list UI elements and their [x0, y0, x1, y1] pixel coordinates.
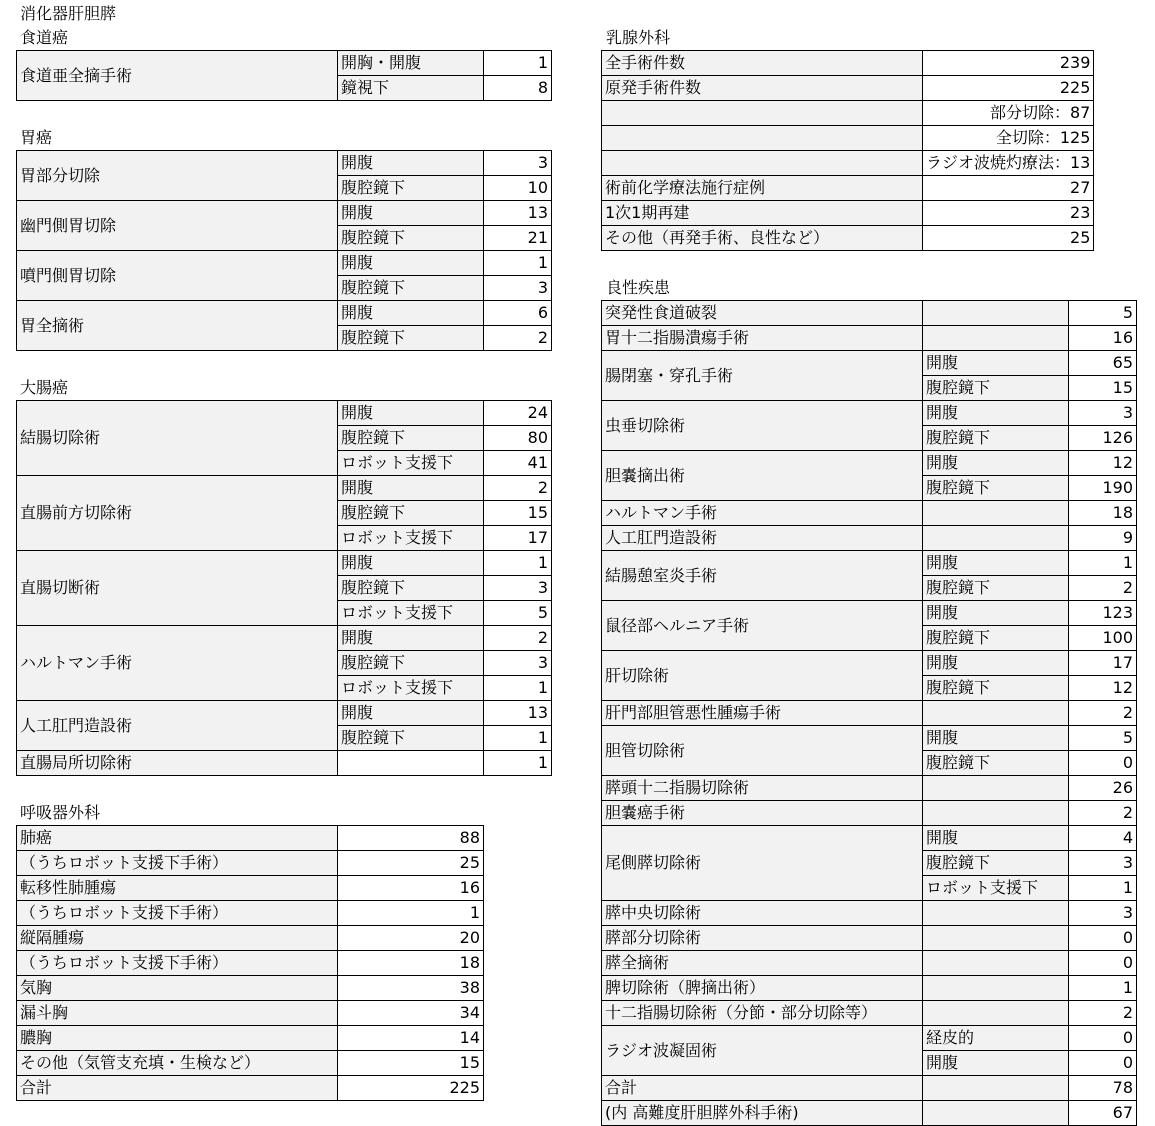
case-count: 5 [1069, 726, 1137, 751]
table-row [602, 501, 1137, 526]
procedure-name: 膵全摘術 [602, 951, 923, 976]
procedure-name: 脾切除術（脾摘出術） [602, 976, 923, 1001]
procedure-name: 肝門部胆管悪性腫瘍手術 [602, 701, 923, 726]
approach-label: ロボット支援下 [338, 451, 484, 476]
item-value: 1 [338, 901, 484, 926]
procedure-name: 直腸局所切除術 [17, 751, 338, 776]
table-row [602, 976, 1137, 1001]
item-name [602, 126, 923, 151]
table-row [602, 726, 1137, 751]
case-count: 0 [1069, 751, 1137, 776]
item-name: 全手術件数 [602, 51, 923, 76]
table-row [602, 101, 1094, 126]
case-count: 5 [484, 601, 552, 626]
item-value: 20 [338, 926, 484, 951]
table-row [602, 1076, 1137, 1101]
table-row [17, 1076, 484, 1101]
procedure-name: 人工肛門造設術 [602, 526, 923, 551]
case-count: 3 [1069, 401, 1137, 426]
procedure-name: 人工肛門造設術 [17, 701, 338, 751]
approach-label: ロボット支援下 [338, 676, 484, 701]
item-name: 1次1期再建 [602, 201, 923, 226]
case-count: 0 [1069, 1051, 1137, 1076]
table-row [602, 301, 1137, 326]
table-row [602, 1101, 1137, 1126]
procedure-name: ハルトマン手術 [602, 501, 923, 526]
case-count: 2 [1069, 1001, 1137, 1026]
approach-label: 開腹 [923, 1051, 1069, 1076]
case-count: 0 [1069, 1026, 1137, 1051]
table-row [602, 701, 1137, 726]
case-count: 15 [1069, 376, 1137, 401]
case-count: 1 [484, 551, 552, 576]
procedure-name: ハルトマン手術 [17, 626, 338, 701]
item-name: （うちロボット支援下手術） [17, 951, 338, 976]
case-count: 1 [1069, 976, 1137, 1001]
section-title-respiratory: 呼吸器外科 [20, 803, 101, 822]
item-name: その他（気管支充填・生検など） [17, 1051, 338, 1076]
item-name: 漏斗胸 [17, 1001, 338, 1026]
item-value: 27 [923, 176, 1094, 201]
item-value: ラジオ波焼灼療法：13 [923, 151, 1094, 176]
approach-label [338, 751, 484, 776]
section-title-colorectal: 大腸癌 [20, 378, 69, 397]
case-count: 21 [484, 226, 552, 251]
approach-label: 開腹 [338, 701, 484, 726]
case-count: 3 [484, 276, 552, 301]
table-row [602, 326, 1137, 351]
case-count: 3 [1069, 851, 1137, 876]
procedure-name: 胃十二指腸潰瘍手術 [602, 326, 923, 351]
colorectal-table [16, 400, 552, 776]
case-count: 9 [1069, 526, 1137, 551]
case-count: 67 [1069, 1101, 1137, 1126]
approach-label: 開腹 [338, 551, 484, 576]
table-row [602, 551, 1137, 576]
case-count: 2 [1069, 701, 1137, 726]
approach-label: 腹腔鏡下 [338, 276, 484, 301]
approach-label: 開腹 [338, 401, 484, 426]
case-count: 126 [1069, 426, 1137, 451]
procedure-name: 膵部分切除術 [602, 926, 923, 951]
procedure-name: 合計 [602, 1076, 923, 1101]
item-name: 術前化学療法施行症例 [602, 176, 923, 201]
case-count: 5 [1069, 301, 1137, 326]
table-row [602, 801, 1137, 826]
approach-label [923, 976, 1069, 1001]
table-row [17, 751, 552, 776]
case-count: 3 [484, 576, 552, 601]
case-count: 2 [484, 476, 552, 501]
item-name: 膿胸 [17, 1026, 338, 1051]
approach-label: 開腹 [338, 151, 484, 176]
table-row [602, 951, 1137, 976]
procedure-name: 膵頭十二指腸切除術 [602, 776, 923, 801]
table-row [602, 526, 1137, 551]
table-row [17, 401, 552, 426]
table-row [17, 876, 484, 901]
case-count: 15 [484, 501, 552, 526]
approach-label: 腹腔鏡下 [923, 426, 1069, 451]
item-value: 225 [923, 76, 1094, 101]
procedure-name: 鼠径部ヘルニア手術 [602, 601, 923, 651]
item-name: 合計 [17, 1076, 338, 1101]
item-name: 転移性肺腫瘍 [17, 876, 338, 901]
item-name: その他（再発手術、良性など） [602, 226, 923, 251]
case-count: 16 [1069, 326, 1137, 351]
procedure-name: 直腸切断術 [17, 551, 338, 626]
case-count: 12 [1069, 676, 1137, 701]
case-count: 4 [1069, 826, 1137, 851]
item-value: 225 [338, 1076, 484, 1101]
table-row [602, 351, 1137, 376]
case-count: 41 [484, 451, 552, 476]
case-count: 2 [484, 326, 552, 351]
case-count: 18 [1069, 501, 1137, 526]
procedure-name: 腸閉塞・穿孔手術 [602, 351, 923, 401]
table-row [602, 1026, 1137, 1051]
approach-label: 腹腔鏡下 [923, 576, 1069, 601]
table-row [602, 1001, 1137, 1026]
table-row [17, 901, 484, 926]
approach-label [923, 901, 1069, 926]
case-count: 6 [484, 301, 552, 326]
benign-table [601, 300, 1137, 1126]
table-row [602, 826, 1137, 851]
case-count: 24 [484, 401, 552, 426]
table-row [17, 851, 484, 876]
approach-label: 腹腔鏡下 [338, 176, 484, 201]
approach-label: 開腹 [923, 826, 1069, 851]
table-row [17, 476, 552, 501]
procedure-name: 噴門側胃切除 [17, 251, 338, 301]
table-row [17, 951, 484, 976]
approach-label: 腹腔鏡下 [338, 501, 484, 526]
approach-label: ロボット支援下 [338, 526, 484, 551]
item-value: 38 [338, 976, 484, 1001]
case-count: 100 [1069, 626, 1137, 651]
case-count: 3 [1069, 901, 1137, 926]
case-count: 0 [1069, 926, 1137, 951]
item-value: 15 [338, 1051, 484, 1076]
approach-label [923, 701, 1069, 726]
item-value: 88 [338, 826, 484, 851]
case-count: 2 [484, 626, 552, 651]
approach-label: 腹腔鏡下 [923, 851, 1069, 876]
procedure-name: ラジオ波凝固術 [602, 1026, 923, 1076]
item-name: 気胸 [17, 976, 338, 1001]
approach-label: 腹腔鏡下 [923, 376, 1069, 401]
approach-label [923, 1001, 1069, 1026]
table-row [17, 1001, 484, 1026]
approach-label [923, 951, 1069, 976]
table-row [602, 176, 1094, 201]
procedure-name: 胆嚢癌手術 [602, 801, 923, 826]
procedure-name: 尾側膵切除術 [602, 826, 923, 901]
table-row [602, 76, 1094, 101]
table-row [602, 151, 1094, 176]
procedure-name: 膵中央切除術 [602, 901, 923, 926]
approach-label: 腹腔鏡下 [923, 751, 1069, 776]
case-count: 1 [484, 676, 552, 701]
approach-label: 開腹 [338, 476, 484, 501]
table-row [602, 51, 1094, 76]
procedure-name: 直腸前方切除術 [17, 476, 338, 551]
approach-label: 腹腔鏡下 [923, 476, 1069, 501]
item-value: 239 [923, 51, 1094, 76]
approach-label: 開腹 [338, 301, 484, 326]
table-row [17, 551, 552, 576]
approach-label: 腹腔鏡下 [923, 626, 1069, 651]
respiratory-table [16, 825, 484, 1101]
case-count: 2 [1069, 576, 1137, 601]
approach-label: 開腹 [923, 451, 1069, 476]
case-count: 190 [1069, 476, 1137, 501]
item-name: 縦隔腫瘍 [17, 926, 338, 951]
item-name: 肺癌 [17, 826, 338, 851]
approach-label: 腹腔鏡下 [338, 651, 484, 676]
section-title-breast: 乳腺外科 [606, 28, 671, 47]
table-row [602, 226, 1094, 251]
procedure-name: 胃部分切除 [17, 151, 338, 201]
stomach-table [16, 150, 552, 351]
section-title-benign: 良性疾患 [606, 278, 671, 297]
table-row [17, 826, 484, 851]
case-count: 1 [484, 726, 552, 751]
case-count: 1 [484, 751, 552, 776]
approach-label [923, 1101, 1069, 1126]
approach-label: 開腹 [923, 401, 1069, 426]
table-row [17, 1026, 484, 1051]
table-row [17, 51, 552, 76]
case-count: 3 [484, 151, 552, 176]
case-count: 10 [484, 176, 552, 201]
table-row [17, 201, 552, 226]
approach-label [923, 501, 1069, 526]
approach-label: 開腹 [923, 351, 1069, 376]
table-row [602, 901, 1137, 926]
table-row [17, 151, 552, 176]
procedure-name: 肝切除術 [602, 651, 923, 701]
procedure-name: 食道亜全摘手術 [17, 51, 338, 101]
case-count: 1 [484, 51, 552, 76]
item-value: 16 [338, 876, 484, 901]
esophagus-table [16, 50, 552, 101]
case-count: 8 [484, 76, 552, 101]
table-row [602, 926, 1137, 951]
approach-label [923, 301, 1069, 326]
table-row [602, 126, 1094, 151]
table-row [17, 626, 552, 651]
approach-label: 腹腔鏡下 [338, 226, 484, 251]
item-name: （うちロボット支援下手術） [17, 851, 338, 876]
item-name: 原発手術件数 [602, 76, 923, 101]
case-count: 2 [1069, 801, 1137, 826]
item-name [602, 151, 923, 176]
section-title-esophagus: 食道癌 [20, 28, 69, 47]
section-title-stomach: 胃癌 [20, 128, 53, 147]
approach-label: 開腹 [338, 201, 484, 226]
approach-label: 開腹 [923, 726, 1069, 751]
approach-label [923, 776, 1069, 801]
procedure-name: 虫垂切除術 [602, 401, 923, 451]
procedure-name: (内 高難度肝胆膵外科手術) [602, 1101, 923, 1126]
procedure-name: 突発性食道破裂 [602, 301, 923, 326]
approach-label: ロボット支援下 [338, 601, 484, 626]
table-row [602, 201, 1094, 226]
item-value: 25 [923, 226, 1094, 251]
case-count: 17 [484, 526, 552, 551]
approach-label: 腹腔鏡下 [338, 726, 484, 751]
procedure-name: 結腸憩室炎手術 [602, 551, 923, 601]
approach-label: ロボット支援下 [923, 876, 1069, 901]
procedure-name: 幽門側胃切除 [17, 201, 338, 251]
procedure-name: 胆管切除術 [602, 726, 923, 776]
table-row [602, 601, 1137, 626]
item-name [602, 101, 923, 126]
item-value: 25 [338, 851, 484, 876]
case-count: 12 [1069, 451, 1137, 476]
item-value: 14 [338, 1026, 484, 1051]
approach-label: 開腹 [923, 601, 1069, 626]
case-count: 65 [1069, 351, 1137, 376]
approach-label [923, 801, 1069, 826]
approach-label [923, 326, 1069, 351]
page-title: 消化器肝胆膵 [20, 4, 117, 23]
case-count: 0 [1069, 951, 1137, 976]
case-count: 1 [1069, 551, 1137, 576]
approach-label: 鏡視下 [338, 76, 484, 101]
approach-label: 腹腔鏡下 [923, 676, 1069, 701]
breast-table [601, 50, 1094, 251]
procedure-name: 結腸切除術 [17, 401, 338, 476]
approach-label [923, 526, 1069, 551]
approach-label: 腹腔鏡下 [338, 426, 484, 451]
table-row [602, 451, 1137, 476]
item-value: 18 [338, 951, 484, 976]
procedure-name: 胆嚢摘出術 [602, 451, 923, 501]
approach-label: 開腹 [338, 626, 484, 651]
approach-label: 開腹 [923, 651, 1069, 676]
approach-label: 開腹 [923, 551, 1069, 576]
table-row [602, 651, 1137, 676]
table-row [17, 926, 484, 951]
approach-label: 腹腔鏡下 [338, 576, 484, 601]
case-count: 1 [1069, 876, 1137, 901]
approach-label: 経皮的 [923, 1026, 1069, 1051]
case-count: 13 [484, 201, 552, 226]
case-count: 17 [1069, 651, 1137, 676]
table-row [602, 401, 1137, 426]
case-count: 13 [484, 701, 552, 726]
approach-label [923, 926, 1069, 951]
item-value: 34 [338, 1001, 484, 1026]
case-count: 80 [484, 426, 552, 451]
item-value: 部分切除：87 [923, 101, 1094, 126]
table-row [17, 701, 552, 726]
approach-label: 開腹 [338, 251, 484, 276]
case-count: 26 [1069, 776, 1137, 801]
table-row [17, 251, 552, 276]
case-count: 3 [484, 651, 552, 676]
item-name: （うちロボット支援下手術） [17, 901, 338, 926]
case-count: 123 [1069, 601, 1137, 626]
table-row [17, 976, 484, 1001]
approach-label: 開胸・開腹 [338, 51, 484, 76]
case-count: 1 [484, 251, 552, 276]
table-row [17, 1051, 484, 1076]
approach-label [923, 1076, 1069, 1101]
approach-label: 腹腔鏡下 [338, 326, 484, 351]
table-row [602, 776, 1137, 801]
case-count: 78 [1069, 1076, 1137, 1101]
table-row [17, 301, 552, 326]
procedure-name: 十二指腸切除術（分節・部分切除等） [602, 1001, 923, 1026]
item-value: 23 [923, 201, 1094, 226]
procedure-name: 胃全摘術 [17, 301, 338, 351]
item-value: 全切除：125 [923, 126, 1094, 151]
